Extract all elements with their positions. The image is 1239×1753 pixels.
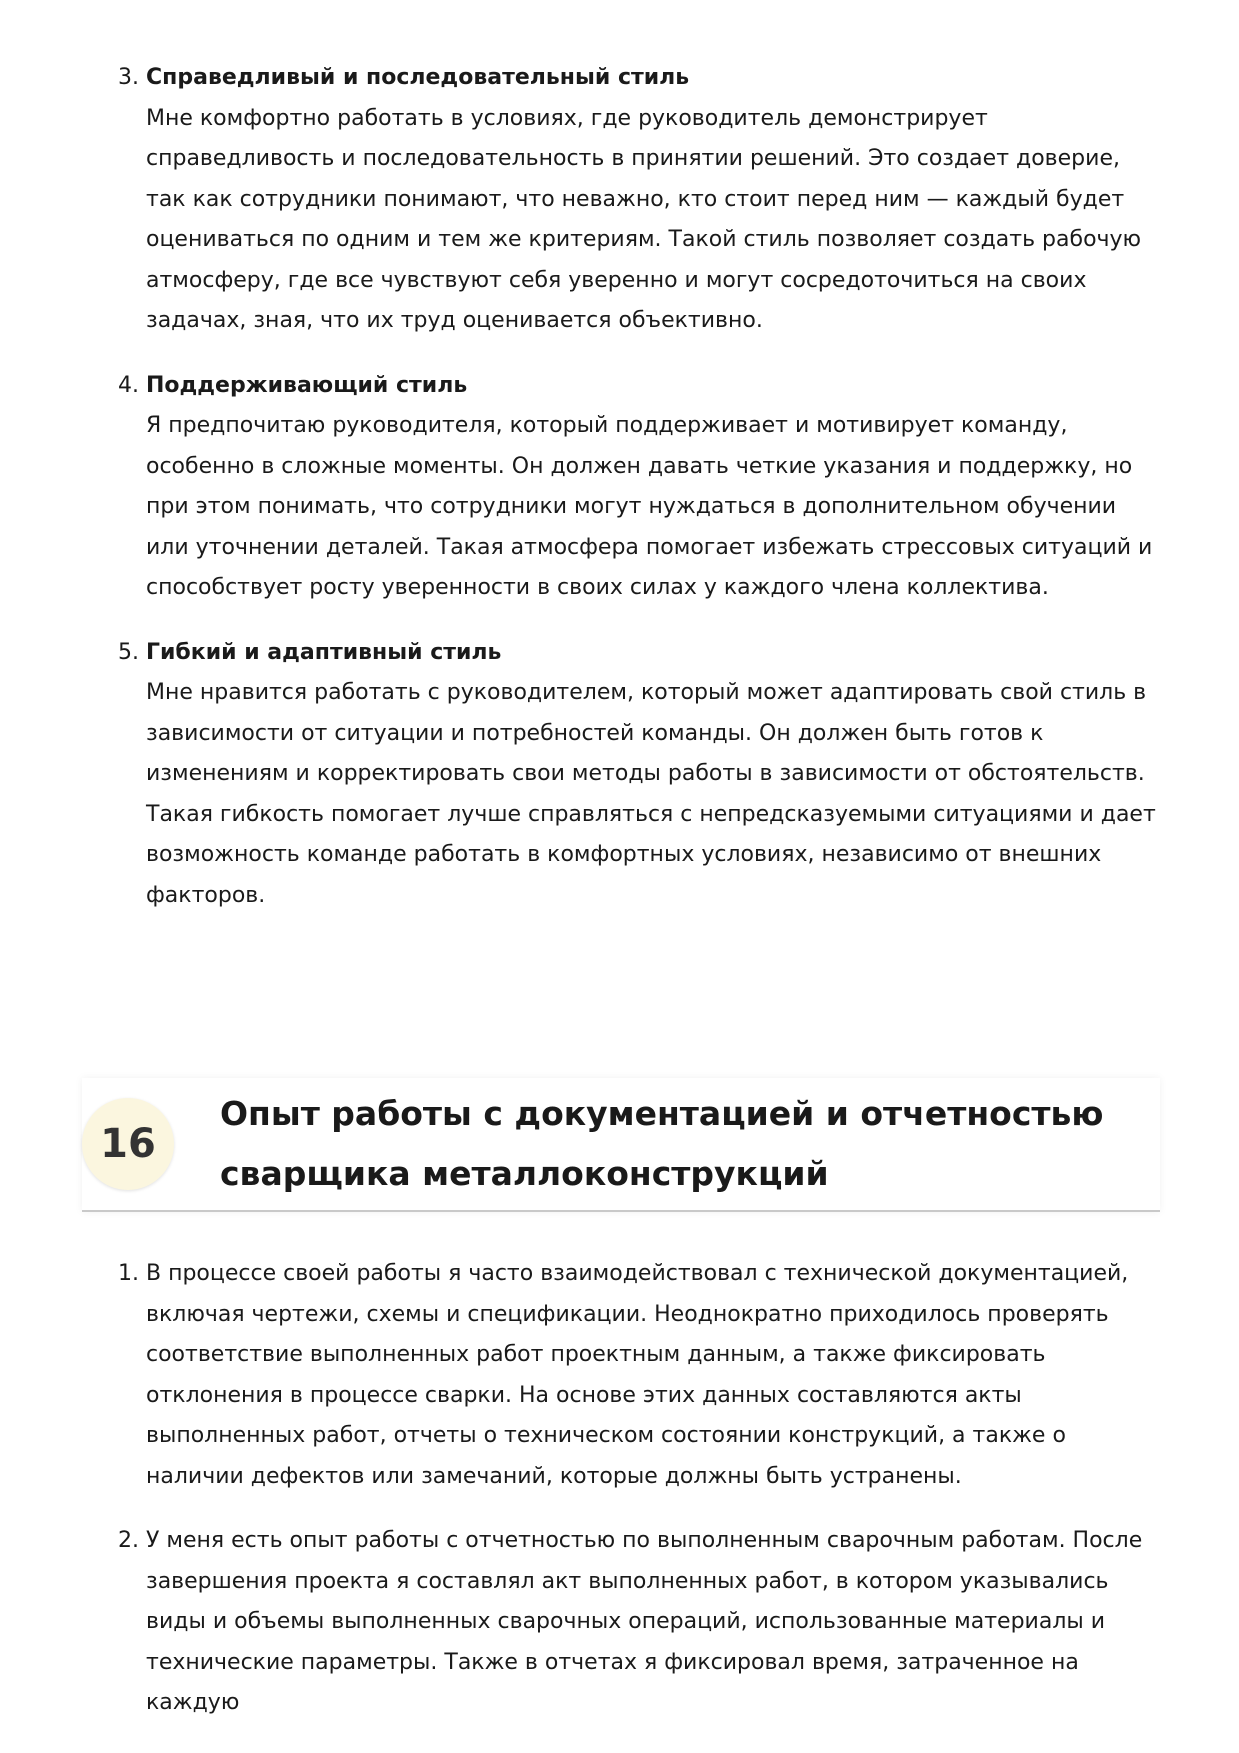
list-item-number: 5.	[118, 639, 139, 665]
list-item-number: 1.	[118, 1261, 139, 1286]
list-item	[118, 1254, 1158, 1497]
list-item-number: 2.	[118, 1528, 139, 1553]
list-item-text: Мне нравится работать с руководителем, который может адаптировать свой стиль в зависимости от ситуации и потребностей команды. Он должен быть готов к изменениям и корректировать свои методы работы в зависимости от обстоятельств. Такая гибкость помогает лучше справляться с непредсказуемыми ситуациями и дает возможность команде работать в комфортных условиях, независимо от внешних факторов.	[146, 680, 1156, 908]
section-header	[82, 1078, 1160, 1212]
list-item	[118, 633, 1158, 917]
list-item-text: Я предпочитаю руководителя, который поддерживает и мотивирует команду, особенно в сложные моменты. Он должен давать четкие указания и поддержку, но при этом понимать, что сотрудники могут нуждаться в дополнительном обучении или уточнении деталей. Такая атмосфера помогает избежать стрессовых ситуаций и способствует росту уверенности в своих силах у каждого члена коллектива.	[146, 413, 1153, 600]
list-item-title: Гибкий и адаптивный стиль	[146, 639, 502, 665]
list-item	[118, 366, 1158, 609]
list-item	[118, 58, 1158, 342]
list-item-title: Поддерживающий стиль	[146, 372, 468, 398]
section-number-badge: 16	[82, 1098, 174, 1190]
list-item-number: 3.	[118, 65, 139, 90]
list-item	[118, 1521, 1158, 1724]
list-item-number: 4.	[118, 372, 139, 398]
list-item-text: У меня есть опыт работы с отчетностью по выполненным сварочным работам. После завершения проекта я составлял акт выполненных работ, в котором указывались виды и объемы выполненных сварочных операций, использованные материалы и технические параметры. Также в отчетах я фиксировал время, затраченное на каждую	[146, 1528, 1143, 1715]
list-item-text: В процессе своей работы я часто взаимодействовал с технической документацией, включая чертежи, схемы и спецификации. Неоднократно приходилось проверять соответствие выполненных работ проектным данным, а также фиксировать отклонения в процессе сварки. На основе этих данных составляются акты выполненных работ, отчеты о техническом состоянии конструкций, а также о наличии дефектов или замечаний, которые должны быть устранены.	[146, 1261, 1129, 1489]
documentation-experience-list	[118, 1254, 1158, 1748]
list-item-title: Справедливый и последовательный стиль	[146, 65, 690, 90]
leadership-styles-list	[118, 58, 1158, 940]
list-item-text: Мне комфортно работать в условиях, где руководитель демонстрирует справедливость и последовательность в принятии решений. Это создает доверие, так как сотрудники понимают, что неважно, кто стоит перед ним — каждый будет оцениваться по одним и тем же критериям. Такой стиль позволяет создать рабочую атмосферу, где все чувствуют себя уверенно и могут сосредоточиться на своих задачах, зная, что их труд оценивается объективно.	[146, 105, 1142, 333]
section-title: Опыт работы с документацией и отчетностью сварщика металлоконструкций	[220, 1094, 1104, 1193]
